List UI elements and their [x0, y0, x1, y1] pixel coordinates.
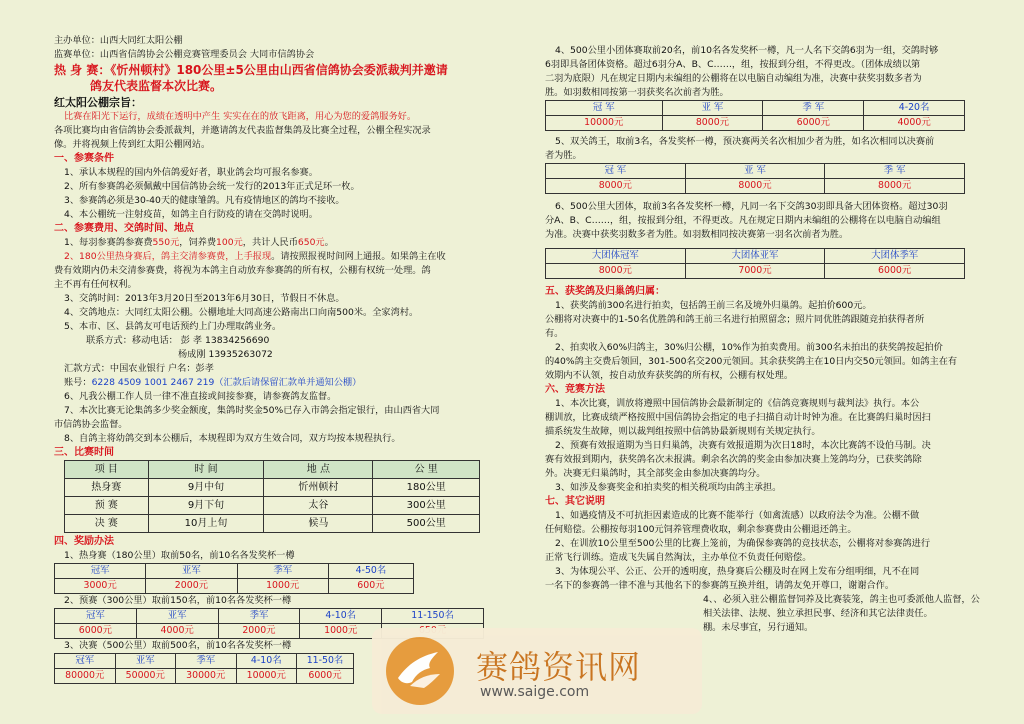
prize-value: 30000元 [176, 669, 237, 684]
prize-value: 6000元 [297, 669, 354, 684]
prize-label: 季军 [237, 564, 328, 579]
table-row [546, 179, 965, 194]
table-row [65, 479, 480, 497]
mission-text: 各项比赛均由省信鸽协会委派裁判，并邀请鸽友代表监督集鸽及比赛全过程，公棚全程实况录 [54, 125, 431, 136]
prize-value: 8000元 [662, 116, 763, 131]
s1-item-1: 1、承认本规程的国内外信鸽爱好者，职业鸽会均可报名参赛。 [64, 167, 318, 178]
r4-line-4: 胜。如羽数相同按第一羽获奖名次前者为胜。 [545, 87, 729, 98]
hot-race-line-2: 鸽友代表监督本次比赛。 [90, 79, 223, 93]
section-1-title: 一、参赛条件 [54, 153, 114, 164]
bank-note: （汇款后请保留汇款单并通知公棚） [214, 377, 362, 388]
r6-line-2: 分A、B、C……，组，按报到分组，不得更改。凡在规定日期内未编组的公棚将在以电脑自动编组 [545, 215, 941, 226]
fee-label-2: ，饲养费 [179, 237, 217, 248]
prize-label: 大团体亚军 [685, 249, 825, 264]
s1-item-4: 4、本公棚统一注射疫苗，如鸽主自行防疫的请在交鸽时说明。 [64, 209, 318, 220]
prize-label: 亚军 [136, 609, 218, 624]
table-row [546, 101, 965, 116]
prize-label: 冠 军 [546, 101, 663, 116]
table-cell: 9月下旬 [148, 497, 264, 515]
fee-label: 1、每羽参赛鸽参赛费 [64, 237, 153, 248]
prize-label: 4-10名 [236, 654, 297, 669]
r6-line-3: 为准。决赛中获奖羽数多者为胜。如羽数相同按决赛第一羽名次前者为胜。 [545, 229, 849, 240]
table-cell: 9月中旬 [148, 479, 264, 497]
table-cell: 预 赛 [65, 497, 149, 515]
table-cell: 180公里 [373, 479, 480, 497]
mission-text-2: 像。并将视频上传到红太阳公棚网站。 [54, 139, 211, 150]
s5-line-2: 公棚将对决赛中的1-50名优胜鸽和鸽王前三名进行拍照留念；照片同优胜鸽跟随竞拍获得者所 [545, 314, 925, 325]
schedule-header: 项 目 [65, 461, 149, 479]
fee-label-3: ，共计人民币 [242, 237, 298, 248]
r5-line: 5、双关鸽王，取前3名，各发奖杯一樽，预决赛两关名次相加少者为胜，如名次相同以决赛前 [555, 136, 935, 147]
prize-label: 季 军 [825, 164, 965, 179]
s2-item-3: 3、交鸽时间：2013年3月20日至2013年6月30日，节假日不休息。 [64, 293, 345, 304]
s5-line: 1、获奖鸽前300名进行拍卖，包括鸽王前三名及境外归巢鸽。起拍价600元。 [555, 300, 872, 311]
s2-item-6: 6、凡我公棚工作人员一律不准直接或间接参赛，请参赛鸽友监督。 [64, 391, 337, 402]
prize-value: 3000元 [55, 579, 146, 594]
prize-value: 8000元 [685, 179, 825, 194]
hot-race-line: 热 身 赛：《忻州顿村》180公里±5公里由山西省信鸽协会委派裁判并邀请 [54, 63, 448, 77]
table-cell: 候马 [264, 515, 373, 533]
entry-fee: 550元 [152, 237, 180, 248]
contact-line-2: 杨成刚 13935263072 [178, 349, 273, 360]
prize-value: 8000元 [546, 179, 686, 194]
prize-value: 8000元 [825, 179, 965, 194]
prize-value: 80000元 [55, 669, 116, 684]
table-row [546, 164, 965, 179]
watermark-url: www.saige.com [480, 684, 590, 700]
schedule-header-row [65, 461, 480, 479]
s4-item-3: 3、决赛（500公里）取前500名，前10名各发奖杯一樽 [64, 640, 292, 651]
s5-line-3: 有。 [545, 328, 564, 339]
schedule-header: 时 间 [148, 461, 264, 479]
prize-label: 大团体季军 [825, 249, 965, 264]
s2-item-2 [54, 250, 494, 264]
prize-label: 亚 军 [685, 164, 825, 179]
table-cell: 热身赛 [65, 479, 149, 497]
prize-value: 10000元 [236, 669, 297, 684]
prize-value: 2000元 [146, 579, 237, 594]
s5-line-5: 的40%鸽主交费后领回，301-500名交200元领回。其余获奖鸽主在10日内交50元领回。如鸽主在有 [545, 356, 958, 367]
s4-item-2: 2、预赛（300公里）取前150名，前10名各发奖杯一樽 [64, 595, 292, 606]
table-row [546, 116, 965, 131]
s7-line-6: 一名下的参赛鸽一律不准与其他名下的参赛鸽互换并组，请鸽友免开尊口，谢谢合作。 [545, 580, 895, 591]
s2-item-8: 8、自鸽主将幼鸽交到本公棚后，本规程即为双方生效合同，双方均按本规程执行。 [64, 433, 401, 444]
prize-table-big-team [545, 248, 965, 279]
s2-fee-line [54, 236, 494, 250]
mission-title: 红太阳公棚宗旨： [54, 96, 142, 109]
s7-line-3: 2、在训放10公里至500公里的比赛上笼前，为确保参赛鸽的竞技状态，公棚将对参赛鸽进行 [555, 538, 931, 549]
contact-line: 联系方式：移动电话： 彭 孝 13834256690 [86, 335, 270, 346]
bank-account-line [54, 376, 494, 390]
section-3-title: 三、比赛时间 [54, 447, 114, 458]
organizer-line: 主办单位：山西大同红太阳公棚 [54, 35, 183, 46]
s2-item-5: 5、本市、区、县鸽友可电话预约上门办理取鸽业务。 [64, 321, 282, 332]
prize-label: 亚 军 [662, 101, 763, 116]
s1-item-2: 2、所有参赛鸽必须佩戴中国信鸽协会统一发行的2013年正式足环一枚。 [64, 181, 360, 192]
s6-line-4: 2、预赛有效报道期为当日归巢鸽，决赛有效报道期为次日18时，本次比赛鸽不设伯马制。决 [555, 440, 931, 451]
s2-item-2-rest: 。请按照报视时间网上通报。如果鸽主在收 [271, 251, 446, 262]
watermark-title: 赛鸽资讯网 [476, 648, 642, 686]
r4-line-3: 二羽为底限）凡在规定日期内未编组的公棚将在以电脑自动编组为准，决赛中获奖羽数多者为 [545, 73, 922, 84]
r5-line-2: 者为胜。 [545, 150, 582, 161]
prize-table-warmup [54, 563, 414, 594]
prize-label: 冠军 [55, 654, 116, 669]
bank-account-number: 6228 4509 1001 2467 219 [91, 377, 215, 388]
table-row [65, 497, 480, 515]
table-cell: 太谷 [264, 497, 373, 515]
s6-line-3: 描系统发生故障，则以裁判组按照中信鸽协最新规则有关规定执行。 [545, 426, 821, 437]
r4-line: 4、500公里小团体赛取前20名，前10名各发奖杯一樽，凡一人名下交鸽6羽为一组，交鸽时够 [555, 45, 939, 56]
table-cell: 忻州顿村 [264, 479, 373, 497]
prize-value: 4000元 [136, 624, 218, 639]
prize-value: 4000元 [864, 116, 965, 131]
prize-label: 季军 [218, 609, 300, 624]
s2-item-2-highlight: 2、180公里热身赛后，鸽主交清参赛费，上手报现 [64, 251, 272, 262]
prize-label: 大团体冠军 [546, 249, 686, 264]
prize-label: 冠 军 [546, 164, 686, 179]
pigeon-logo-icon [380, 634, 460, 708]
s7-line-8: 相关法律、法规、独立承担民事、经济和其它法律责任。 [703, 608, 933, 619]
s7-line-9: 棚。未尽事宜，另行通知。 [703, 622, 814, 633]
prize-value: 2000元 [218, 624, 300, 639]
right-column [545, 44, 985, 635]
s2-item-2-cont-2: 主不再有任何权利。 [54, 279, 137, 290]
section-4-title: 四、奖励办法 [54, 536, 114, 547]
prize-table-final [54, 653, 354, 684]
prize-table-double-king [545, 163, 965, 194]
s2-item-7-cont: 市信鸽协会监督。 [54, 419, 128, 430]
prize-value: 1000元 [300, 624, 382, 639]
table-row [55, 564, 414, 579]
left-column [54, 34, 494, 684]
table-row [546, 249, 965, 264]
prize-label: 季 军 [763, 101, 864, 116]
s5-line-4: 2、拍卖收入60%归鸽主，30%归公棚，10%作为拍卖费用。前300名未拍出的获奖鸽按起拍价 [555, 342, 943, 353]
table-cell: 300公里 [373, 497, 480, 515]
prize-label: 4-10名 [300, 609, 382, 624]
fee-end: 。 [324, 237, 334, 248]
s6-line-5: 赛有效报到期内，获奖鸽名次未报满。剩余名次鸽的奖金由参加决赛上笼鸽均分，已获奖鸽除 [545, 454, 922, 465]
prize-table-small-team [545, 100, 965, 131]
s7-line-2: 任何赔偿。公棚按每羽100元饲养管理费收取，剩余参赛费由公棚退还鸽主。 [545, 524, 857, 535]
s6-line-6: 外。决赛无归巢鸽时，其全部奖金由参加决赛鸽均分。 [545, 468, 766, 479]
r6-line: 6、500公里大团体，取前3名各发奖杯一樽，凡同一名下交鸽30羽即具备大团体资格。超过30羽 [555, 201, 948, 212]
table-cell: 500公里 [373, 515, 480, 533]
prize-label: 4-50名 [328, 564, 413, 579]
schedule-table [64, 460, 480, 533]
table-cell: 10月上旬 [148, 515, 264, 533]
bank-line: 汇款方式：中国农业银行 户名：彭孝 [64, 363, 214, 374]
prize-label: 亚军 [115, 654, 176, 669]
section-2-title: 二、参赛费用、交鸽时间、地点 [54, 223, 194, 234]
s4-item-1: 1、热身赛（180公里）取前50名，前10名各发奖杯一樽 [64, 550, 295, 561]
prize-value: 7000元 [685, 264, 825, 279]
table-row [546, 264, 965, 279]
prize-value: 8000元 [546, 264, 686, 279]
s7-line-5: 3、为体现公平、公正、公开的透明度，热身赛后公棚及时在网上发布分组明细，凡不在同 [555, 566, 920, 577]
prize-label: 11-150名 [382, 609, 484, 624]
prize-value: 1000元 [237, 579, 328, 594]
schedule-header: 地 点 [264, 461, 373, 479]
total-fee: 650元 [297, 237, 325, 248]
table-row [55, 654, 354, 669]
section-5-title: 五、获奖鸽及归巢鸽归属： [545, 286, 665, 297]
s6-line-2: 棚训放，比赛成绩严格按照中国信鸽协会指定的电子扫描自动计时钟为准。在比赛鸽归巢时因扫 [545, 412, 931, 423]
prize-value: 6000元 [763, 116, 864, 131]
prize-value: 50000元 [115, 669, 176, 684]
prize-value: 6000元 [825, 264, 965, 279]
schedule-header: 公 里 [373, 461, 480, 479]
s6-line: 1、本次比赛，训放将遵照中国信鸽协会最新制定的《信鸽竞赛规则与裁判法》执行。本公 [555, 398, 920, 409]
s7-line-4: 正常飞行训练。造成飞失属自然淘汰，主办单位不负责任何赔偿。 [545, 552, 812, 563]
mission-quote: 比赛在阳光下运行，成绩在透明中产生 实实在在的放飞距离，用心为您的爱鸽服务好。 [64, 111, 417, 122]
table-row [65, 515, 480, 533]
prize-value: 6000元 [55, 624, 137, 639]
prize-label: 4-20名 [864, 101, 965, 116]
r4-line-2: 6羽即具备团体资格。超过6羽分A、B、C……，组，按报到分组，不得更改。（团体成绩以第 [545, 59, 921, 70]
s1-item-3: 3、参赛鸽必须是30-40天的健康雏鸽。凡有疫情地区的鸽均不接收。 [64, 195, 345, 206]
s5-line-6: 效期内不认领，按自动放弃获奖鸽的所有权，公棚有权处理。 [545, 370, 794, 381]
table-row [55, 609, 484, 624]
feed-fee: 100元 [216, 237, 243, 248]
bank-account-label: 账号： [64, 377, 92, 388]
section-6-title: 六、竞赛方法 [545, 384, 605, 395]
table-cell: 决 赛 [65, 515, 149, 533]
prize-value: 600元 [328, 579, 413, 594]
s2-item-7: 7、本次比赛无论集鸽多少奖金额度，集鸽时奖金50%已存入市鸽会指定银行，由山西省大同 [64, 405, 440, 416]
prize-label: 冠军 [55, 564, 146, 579]
table-row [55, 579, 414, 594]
prize-value: 10000元 [546, 116, 663, 131]
prize-label: 亚军 [146, 564, 237, 579]
s7-line-7: 4、、必须入驻公棚监督饲养及比赛装笼，鸽主也可委派他人监督，公 [703, 594, 980, 605]
supervisor-line: 监赛单位：山西省信鸽协会公棚竞赛管理委员会 大同市信鸽协会 [54, 49, 315, 60]
prize-label: 冠军 [55, 609, 137, 624]
table-row [55, 669, 354, 684]
s2-item-4: 4、交鸽地点：大同红太阳公棚。公棚地址大同高速公路南出口向南500米。全家湾村。 [64, 307, 419, 318]
s7-line: 1、如遇疫情及不可抗拒因素造成的比赛不能举行（如禽流感）以政府法令为准。公棚不做 [555, 510, 920, 521]
prize-label: 季军 [176, 654, 237, 669]
section-7-title: 七、其它说明 [545, 496, 605, 507]
s2-item-2-cont: 费有效期内仍未交清参赛费，将视为本鸽主自动放弃参赛鸽的所有权，公棚有权统一处理。鸽 [54, 265, 431, 276]
watermark-logo [372, 628, 702, 714]
prize-label: 11-50名 [297, 654, 354, 669]
s6-line-7: 3、如涉及参赛奖金和拍卖奖的相关税项均由鸽主承担。 [555, 482, 782, 493]
